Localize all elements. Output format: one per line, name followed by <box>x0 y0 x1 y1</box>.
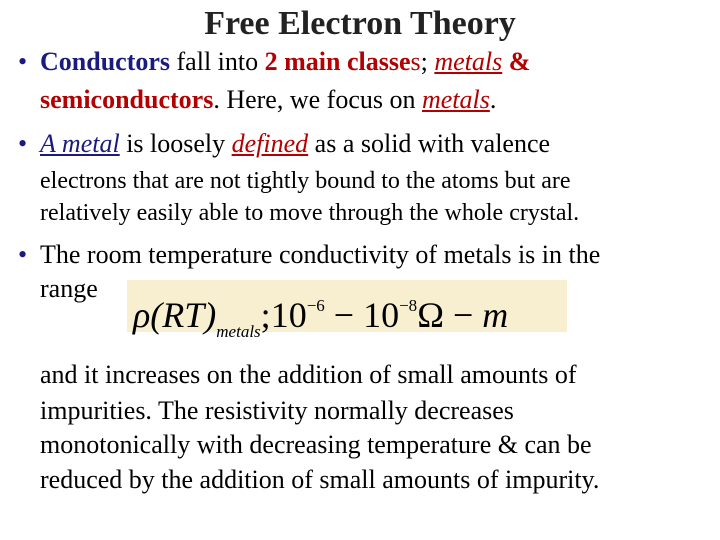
formula-minus: − <box>324 295 364 335</box>
conductors-term: Conductors <box>40 47 171 76</box>
formula-exponent-1: −6 <box>306 296 325 315</box>
bullet-marker-3: • <box>18 240 28 269</box>
bullet-3-line-2: range <box>40 274 98 303</box>
formula-dash: − <box>443 295 483 335</box>
paragraph-line-2: impurities. The resistivity normally decreases <box>40 396 514 425</box>
slide-title: Free Electron Theory <box>204 5 516 42</box>
bullet-1-text-b: . Here, we focus on <box>213 85 422 114</box>
formula-approx: ; <box>260 295 271 335</box>
period-text: . <box>489 85 497 114</box>
defined-term: defined <box>231 129 309 158</box>
paragraph-line-4: reduced by the addition of small amounts of impurity. <box>40 465 600 494</box>
bullet-1-line-2 <box>40 85 496 115</box>
metals-term-1: metals <box>434 47 503 76</box>
formula-ten-1: 10 <box>270 295 307 335</box>
formula-exponent-2: −8 <box>399 296 418 315</box>
bullet-2-line-3: relatively easily able to move through the whole crystal. <box>40 200 580 226</box>
bullet-marker-2: • <box>18 129 28 158</box>
bullet-1-line-1 <box>40 47 530 77</box>
a-metal-term: A metal <box>40 129 120 158</box>
metals-term-2: metals <box>421 85 490 114</box>
main-classes-suffix: s <box>410 47 421 76</box>
paragraph-line-1: and it increases on the addition of small amounts of <box>40 360 577 389</box>
bullet-2-text-b: as a solid with valence <box>308 129 551 158</box>
formula-rt: (RT) <box>150 295 217 335</box>
semiconductors-term: semiconductors <box>40 85 214 114</box>
formula-subscript-metals: metals <box>216 322 261 341</box>
formula-ten-2: 10 <box>363 295 400 335</box>
bullet-2-text-a: is loosely <box>119 129 232 158</box>
formula-m: m <box>482 295 509 335</box>
bullet-2-line-2: electrons that are not tightly bound to the atoms but are <box>40 168 571 194</box>
formula-omega: Ω <box>417 295 444 335</box>
resistivity-formula <box>127 280 567 341</box>
ampersand-text: & <box>502 47 531 76</box>
bullet-3-line-1: The room temperature conductivity of metals is in the <box>40 240 601 269</box>
paragraph-line-3: monotonically with decreasing temperature & can be <box>40 430 592 459</box>
semicolon-text: ; <box>420 47 435 76</box>
main-classes-term: 2 main classe <box>264 47 411 76</box>
bullet-1-text-a: fall into <box>170 47 265 76</box>
bullet-marker-1: • <box>18 47 28 76</box>
bullet-2-line-1 <box>40 129 550 159</box>
formula-rho: ρ <box>133 295 151 335</box>
